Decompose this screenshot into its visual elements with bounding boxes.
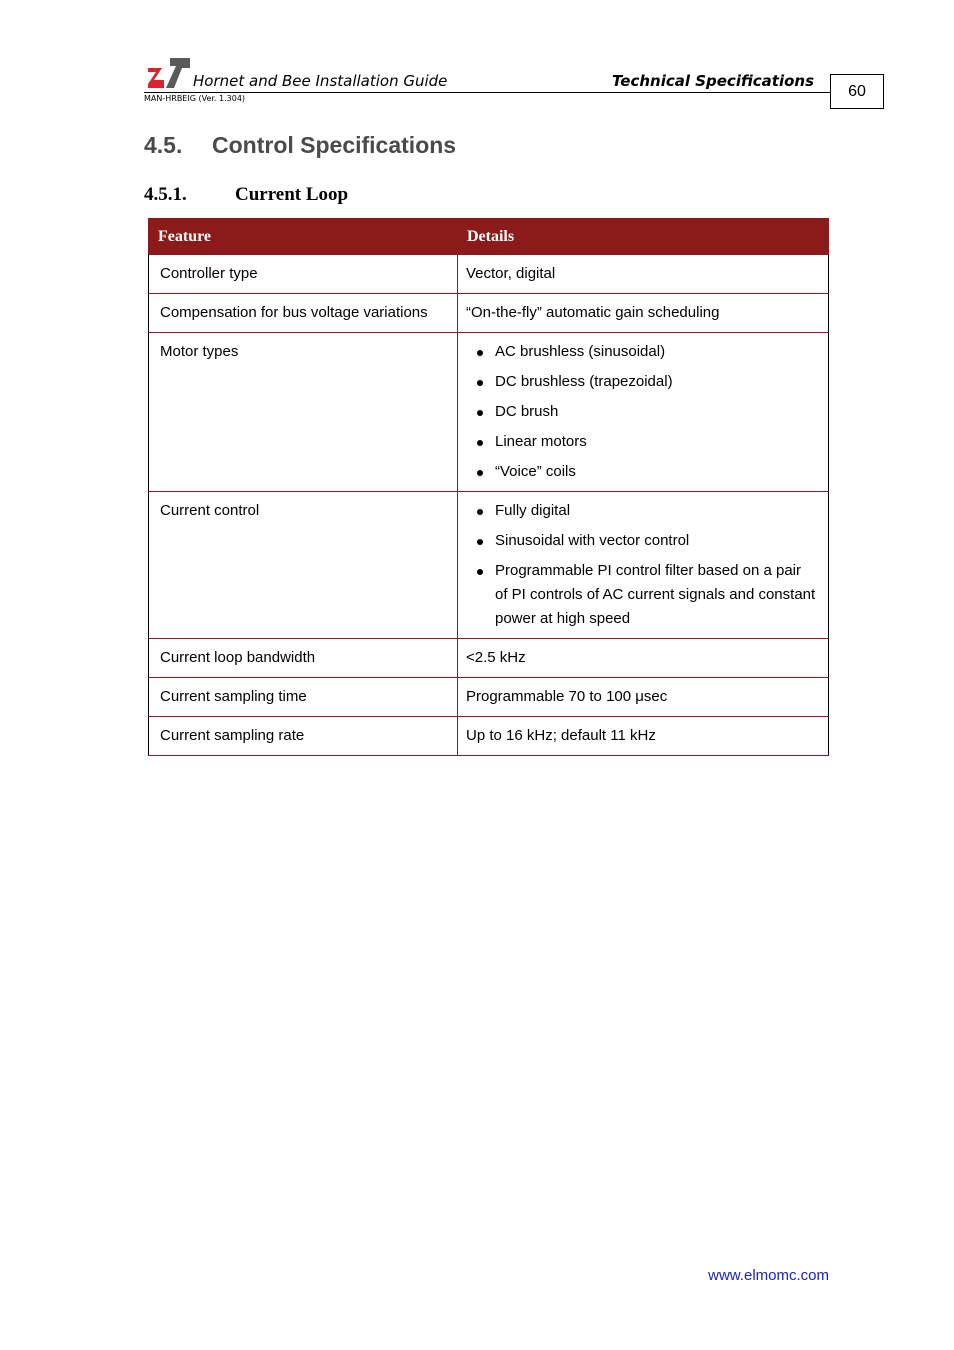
table-row	[149, 255, 829, 294]
details-cell: <2.5 kHz	[458, 639, 829, 678]
feature-cell: Current sampling time	[149, 678, 458, 717]
table-header-row	[149, 219, 829, 255]
list-item: Programmable PI control filter based on a pair of PI controls of AC current signals and constant power at high speed	[495, 559, 817, 631]
feature-cell: Compensation for bus voltage variations	[149, 294, 458, 333]
document-version: MAN-HRBEIG (Ver. 1.304)	[144, 94, 246, 103]
details-cell	[458, 333, 829, 492]
bullet-list	[466, 340, 817, 484]
list-item: Fully digital	[495, 499, 817, 523]
section-heading-text: Control Specifications	[212, 132, 457, 158]
details-cell	[458, 492, 829, 639]
spec-table	[148, 218, 829, 756]
details-cell: Programmable 70 to 100 μsec	[458, 678, 829, 717]
subsection-heading-text: Current Loop	[235, 184, 349, 205]
feature-cell: Controller type	[149, 255, 458, 294]
table-row	[149, 492, 829, 639]
bullet-list	[466, 499, 817, 631]
table-row	[149, 717, 829, 756]
list-item: Linear motors	[495, 430, 817, 454]
page-number: 60	[830, 74, 884, 109]
feature-cell: Current sampling rate	[149, 717, 458, 756]
table-row	[149, 333, 829, 492]
subsection-number: 4.5.1.	[144, 184, 187, 205]
header-rule	[144, 92, 830, 93]
footer-website-link[interactable]: www.elmomc.com	[708, 1267, 829, 1284]
details-cell: Vector, digital	[458, 255, 829, 294]
section-number: 4.5.	[144, 132, 183, 158]
list-item: DC brush	[495, 400, 817, 424]
elmo-logo-icon	[148, 58, 190, 88]
section-heading	[144, 132, 456, 159]
list-item: AC brushless (sinusoidal)	[495, 340, 817, 364]
table-row	[149, 639, 829, 678]
feature-cell: Current control	[149, 492, 458, 639]
column-header-details: Details	[458, 219, 829, 255]
table-row	[149, 294, 829, 333]
column-header-feature: Feature	[149, 219, 458, 255]
details-cell: Up to 16 kHz; default 11 kHz	[458, 717, 829, 756]
list-item: DC brushless (trapezoidal)	[495, 370, 817, 394]
details-cell: “On-the-fly” automatic gain scheduling	[458, 294, 829, 333]
subsection-heading	[144, 184, 348, 206]
list-item: “Voice” coils	[495, 460, 817, 484]
feature-cell: Current loop bandwidth	[149, 639, 458, 678]
list-item: Sinusoidal with vector control	[495, 529, 817, 553]
document-title: Hornet and Bee Installation Guide	[193, 72, 448, 90]
running-section-title: Technical Specifications	[611, 72, 814, 90]
feature-cell: Motor types	[149, 333, 458, 492]
table-row	[149, 678, 829, 717]
